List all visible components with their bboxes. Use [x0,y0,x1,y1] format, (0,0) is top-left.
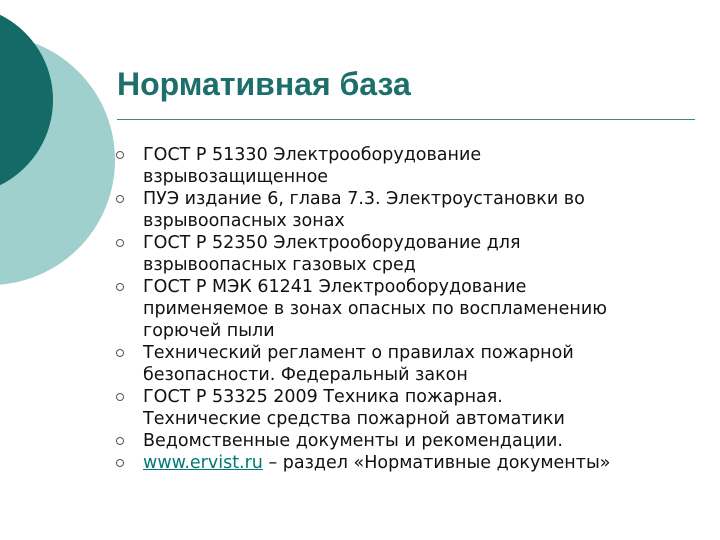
item-text-line: ГОСТ Р 52350 Электрооборудование для [143,233,521,253]
title-divider [117,119,695,120]
item-text-line [143,452,706,474]
list-item [116,188,706,232]
ring-bullet-icon [116,459,124,467]
list-item [116,342,706,386]
item-text-line: безопасности. Федеральный закон [143,365,468,385]
decorative-circles [0,0,120,300]
list-item [116,276,706,342]
ring-bullet-icon [116,151,124,159]
item-text-line: ГОСТ Р МЭК 61241 Электрооборудование [143,277,527,297]
item-text-line: ГОСТ Р 51330 Электрооборудование [143,145,482,165]
item-text-line: Технические средства пожарной автоматики [143,409,565,429]
item-text-line: горючей пыли [143,321,275,341]
ring-bullet-icon [116,393,124,401]
list-item [116,430,706,452]
ring-bullet-icon [116,195,124,203]
ring-bullet-icon [116,349,124,357]
item-text-line: ПУЭ издание 6, глава 7.3. Электроустановки во [143,189,585,209]
list-item [116,452,706,474]
ring-bullet-icon [116,239,124,247]
item-text-line: ГОСТ Р 53325 2009 Техника пожарная. [143,387,503,407]
item-text-line: взрывоопасных газовых сред [143,255,416,275]
link-suffix-text: – раздел «Нормативные документы» [262,453,611,473]
item-text-line: взрывоопасных зонах [143,211,345,231]
list-item [116,144,706,188]
list-item [116,386,706,430]
slide-title: Нормативная база [117,66,411,102]
ring-bullet-icon [116,437,124,445]
ervist-link[interactable]: www.ervist.ru [143,453,263,473]
ring-bullet-icon [116,283,124,291]
normative-list [116,144,706,474]
item-text-line: применяемое в зонах опасных по воспламенению [143,299,607,319]
item-text-line: Технический регламент о правилах пожарной [143,343,574,363]
item-text-line: взрывозащищенное [143,167,329,187]
list-item [116,232,706,276]
item-text-line: Ведомственные документы и рекомендации. [143,431,563,451]
